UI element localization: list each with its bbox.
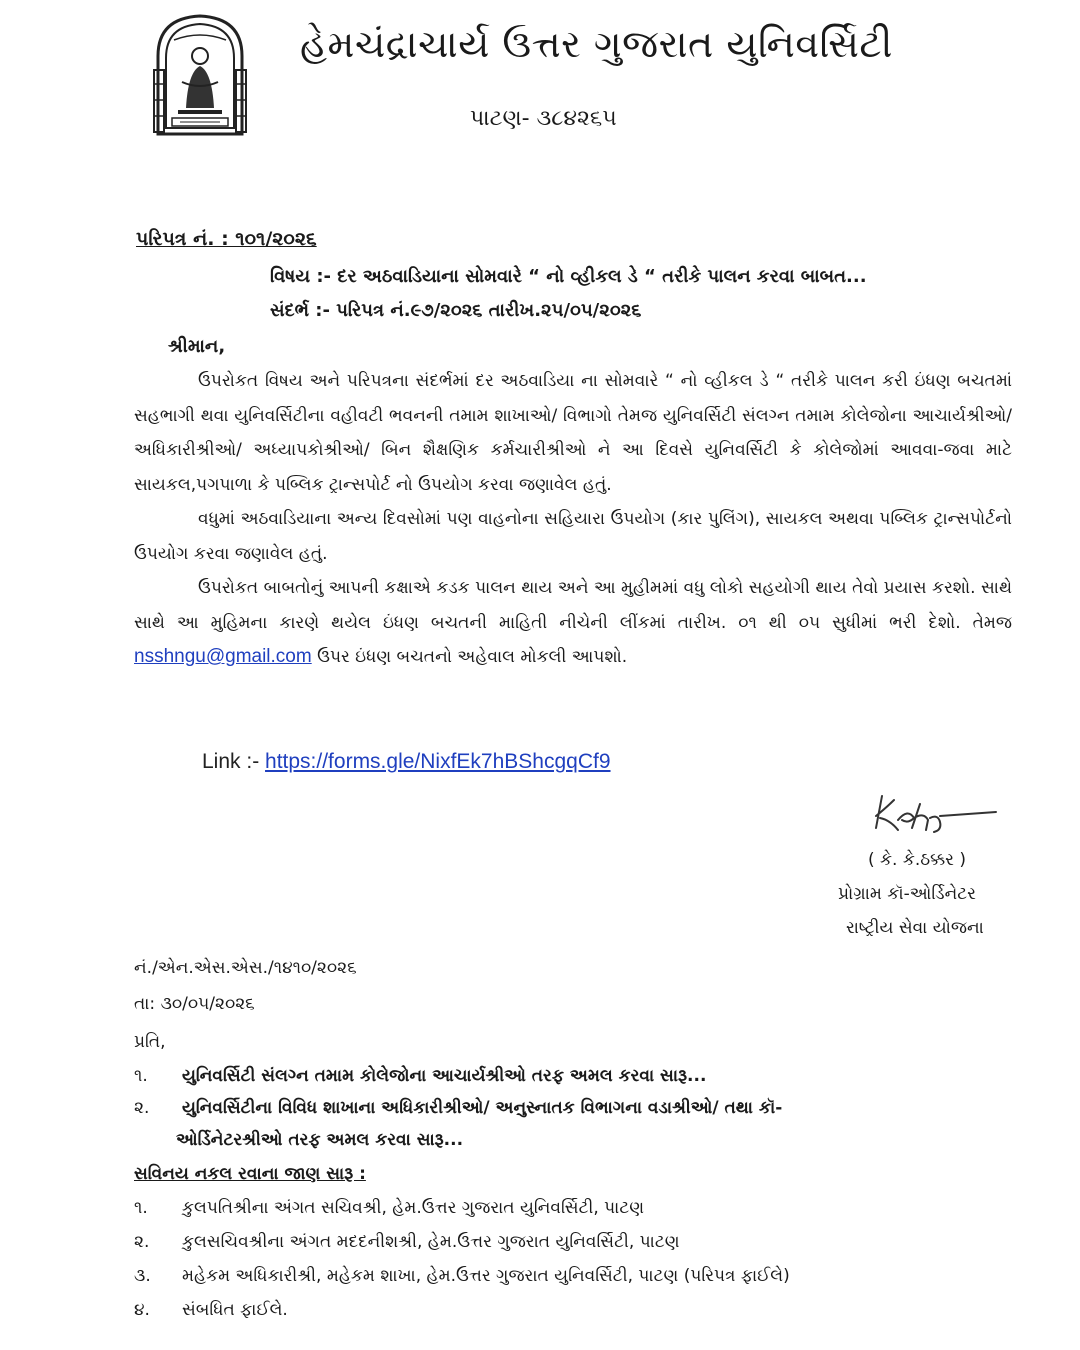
copy-number: ૩. (134, 1266, 151, 1286)
form-link[interactable]: https://forms.gle/NixfEk7hBShcgqCf9 (265, 750, 611, 773)
copy-number: ૨. (134, 1232, 150, 1252)
recipient-number: ૧. (134, 1066, 148, 1086)
copy-text: કુલસચિવશ્રીના અંગત મદદનીશશ્રી, હેમ.ઉત્તર ગુજરાત યુનિવર્સિટી, પાટણ (182, 1232, 680, 1252)
salutation: શ્રીમાન, (168, 336, 226, 357)
copy-number: ૧. (134, 1198, 148, 1218)
body-paragraph-1: ઉપરોકત વિષય અને પરિપત્રના સંદર્ભમાં દર અઠવાડિયા ના સોમવારે “ નો વ્હીકલ ડે “ તરીકે પાલન કરી ઇંધણ બચતમાં સહભાગી થવા યુનિવર્સિટીના વહીવટી ભવનની તમામ શાખાઓ/ વિભાગો તેમજ યુનિવર્સિટી સંલગ્ન તમામ કોલેજોના આચાર્યશ્રીઓ/ અધિકારીશ્રીઓ/ અધ્યાપકોશ્રીઓ/ બિન શૈક્ષણિક કર્મચારીશ્રીઓ ને આ દિવસે યુનિવર્સિટી કે કોલેજોમાં આવવા-જવા માટે સાયકલ,પગપાળા કે પબ્લિક ટ્રાન્સપોર્ટ નો ઉપયોગ કરવા જણાવેલ હતું. (134, 371, 1012, 495)
recipient-text-continued: ઓર્ડિનેટરશ્રીઓ તરફ અમલ કરવા સારૂ... (176, 1130, 464, 1150)
copy-item (134, 1266, 790, 1286)
signatory-name: ( કે. કે.ઠક્કર ) (868, 850, 966, 870)
city-pincode: પાટણ- ૩૮૪૨૬૫ (470, 106, 617, 131)
body-paragraph-3 (134, 571, 1012, 675)
recipient-text: યુનિવર્સિટીના વિવિધ શાખાના અધિકારીશ્રીઓ/ અનુસ્નાતક વિભાગના વડાશ્રીઓ/ તથા કૉ- (182, 1098, 783, 1118)
copy-text: સંબધિત ફાઈલે. (182, 1300, 288, 1320)
signatory-department: રાષ્ટ્રીય સેવા યોજના (846, 918, 984, 938)
link-label: Link :- (202, 750, 260, 773)
outward-date: તા: ૩૦/૦૫/૨૦૨૬ (134, 994, 255, 1014)
copy-item (134, 1300, 288, 1320)
copy-to-heading: સવિનય નકલ રવાના જાણ સારૂ : (134, 1164, 366, 1184)
form-link-row (202, 750, 611, 774)
body-paragraph-3-end: ઉપર ઇંધણ બચતનો અહેવાલ મોકલી આપશો. (317, 647, 628, 667)
copy-text: કુલપતિશ્રીના અંગત સચિવશ્રી, હેમ.ઉત્તર ગુજરાત યુનિવર્સિટી, પાટણ (182, 1198, 645, 1218)
recipient-text: યુનિવર્સિટી સંલગ્ન તમામ કોલેજોના આચાર્યશ્રીઓ તરફ અમલ કરવા સારૂ... (182, 1066, 707, 1086)
outward-number: નં./એન.એસ.એસ./૧૪૧૦/૨૦૨૬ (134, 958, 357, 978)
signature-image (868, 790, 998, 836)
circular-subject: વિષય :- દર અઠવાડિયાના સોમવારે “ નો વ્હીકલ ડે “ તરીકે પાલન કરવા બાબત... (270, 266, 867, 287)
copy-text: મહેકમ અધિકારીશ્રી, મહેકમ શાખા, હેમ.ઉત્તર ગુજરાત યુનિવર્સિટી, પાટણ (પરિપત્ર ફાઈલે) (182, 1266, 790, 1286)
copy-item (134, 1232, 680, 1252)
copy-item (134, 1198, 644, 1218)
recipients-label: પ્રતિ, (134, 1032, 166, 1052)
circular-number: પરિપત્ર નં. : ૧૦૧/૨૦૨૬ (136, 228, 317, 250)
recipient-item (134, 1066, 706, 1086)
email-link[interactable]: nsshngu@gmail.com (134, 646, 312, 667)
body-paragraph-3-start: ઉપરોકત બાબતોનું આપની કક્ષાએ કડક પાલન થાય અને આ મુહીમમાં વધુ લોકો સહયોગી થાય તેવો પ્રયાસ કરશો. સાથે સાથે આ મુહિમના કારણે થયેલ ઇંધણ બચતની માહિતી નીચેની લીંકમાં તારીખ. ૦૧ થી ૦૫ સુધીમાં ભરી દેશો. તેમજ (134, 578, 1012, 633)
recipient-number: ૨. (134, 1098, 150, 1118)
copy-number: ૪. (134, 1300, 150, 1320)
university-name: હેમચંદ્રાચાર્ય ઉત્તર ગુજરાત યુનિવર્સિટી (300, 22, 893, 66)
circular-reference: સંદર્ભ :- પરિપત્ર નં.૯૭/૨૦૨૬ તારીખ.૨૫/૦૫/૨૦૨૬ (270, 300, 642, 321)
signatory-title: પ્રોગ્રામ કૉ-ઓર્ડિનેટર (838, 884, 976, 904)
body-paragraph-2: વધુમાં અઠવાડિયાના અન્ય દિવસોમાં પણ વાહનોના સહિયારા ઉપયોગ (કાર પુલિંગ), સાયકલ અથવા પબ્લિક ટ્રાન્સપોર્ટનો ઉપયોગ કરવા જણાવેલ હતું. (134, 509, 1012, 564)
university-emblem-icon (148, 10, 252, 138)
recipient-item (134, 1098, 782, 1118)
letter-body (134, 364, 1012, 675)
